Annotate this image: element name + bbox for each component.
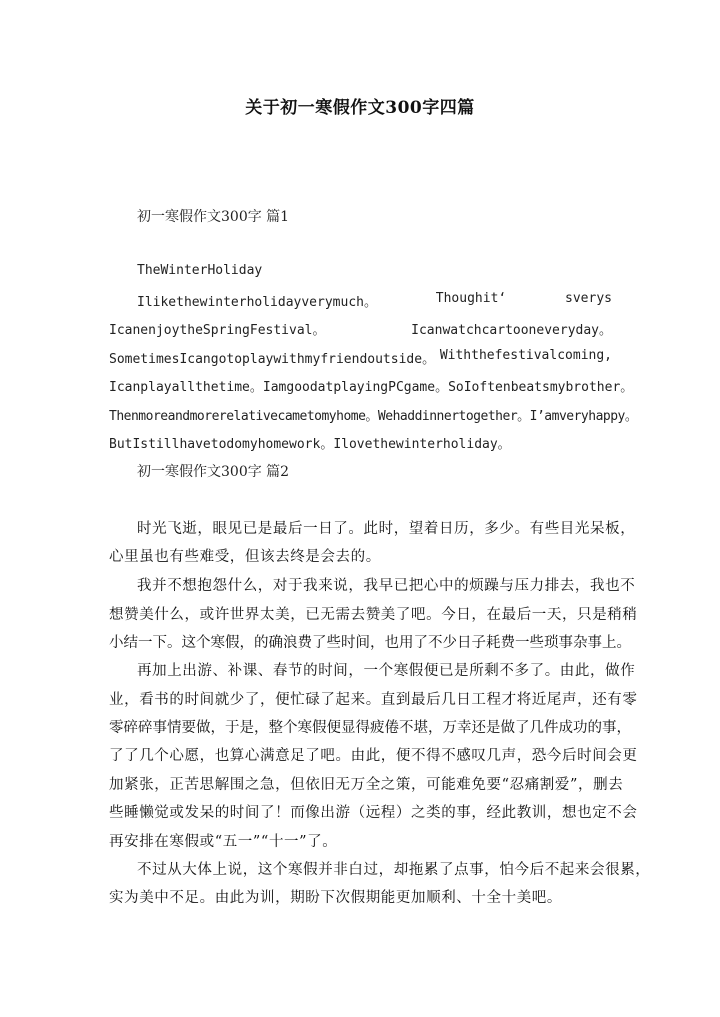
paragraph-line-14: 实为美中不足。由此为训，期盼下次假期能更加顺利、十全十美吧。 [109, 890, 562, 906]
paragraph-line-1: 时光飞逝，眼见已是最后一日了。此时，望着日历，多少。有些目光呆板， [137, 521, 636, 537]
essay-title: TheWinterHoliday [137, 263, 263, 278]
essay-line-4 [109, 376, 634, 395]
paragraph-line-13: 不过从大体上说，这个寒假并非白过，却拖累了点事，怕今后不起来会很累， [137, 862, 651, 878]
paragraph-line-7: 业，看书的时间就少了，便忙碌了起来。直到最后几日工程才将近尾声，还有零 [109, 692, 638, 708]
document-title: 关于初一寒假作文300字四篇 [245, 98, 475, 118]
paragraph-line-3: 我并不想抱怨什么，对于我来说，我早已把心中的烦躁与压力排去，我也不 [137, 578, 636, 594]
paragraph-line-8: 零碎碎事情要做，于是，整个寒假便显得疲倦不堪，万幸还是做了几件成功的事， [109, 720, 631, 736]
essay-line-3-part-2: Withthefestivalcoming, [439, 348, 612, 363]
essay-line-5: Thenmoreandmorerelativecametomyhome。Wehaddinnertogether。I’amveryhappy。 [109, 409, 638, 424]
essay-line-3-part-1: SometimesIcangotoplaywithmyfriendoutside。 [109, 352, 436, 367]
essay-line-6: ButIstillhavetodomyhomework。Ilovethewinterholiday。 [109, 437, 511, 452]
paragraph-line-11: 些睡懒觉或发呆的时间了！而像出游（远程）之类的事，经此教训，想也定不会 [109, 805, 638, 821]
essay-line-1-part-2: Thoughit‘ [435, 291, 507, 306]
essay-line-1 [137, 291, 612, 310]
essay-line-4-part-2: IamgoodatplayingPCgame。 [262, 380, 449, 395]
essay-line-1-part-1: Ilikethewinterholidayverymuch。 [137, 295, 377, 310]
paragraph-line-9: 了了几个心愿，也算心满意足了吧。由此，便不得不感叹几声，恐今后时间会更 [109, 748, 638, 764]
paragraph-line-4: 想赞美什么，或许世界太美，已无需去赞美了吧。今日，在最后一天，只是稍稍 [109, 607, 638, 623]
essay-line-2-part-2: Icanwatchcartooneveryday。 [411, 323, 612, 338]
paragraph-line-10: 加紧张，正苦思解围之急，但依旧无万全之策，可能难免要“忍痛割爱”，删去 [109, 777, 624, 793]
paragraph-line-6: 再加上出游、补课、春节的时间，一个寒假便已是所剩不多了。由此，做作 [137, 663, 636, 679]
section-2-heading: 初一寒假作文300字 篇2 [137, 464, 290, 480]
essay-line-3 [109, 348, 612, 367]
section-1-heading: 初一寒假作文300字 篇1 [137, 209, 290, 225]
essay-line-2-part-1: IcanenjoytheSpringFestival。 [109, 323, 326, 338]
essay-line-1-part-3: sverys [565, 291, 612, 306]
essay-line-4-part-3: SoIoftenbeatsmybrother。 [448, 380, 634, 395]
paragraph-line-2: 心里虽也有些难受，但该去终是会去的。 [109, 549, 381, 565]
essay-line-4-part-1: Icanplayallthetime。 [109, 380, 263, 395]
essay-line-2 [109, 319, 612, 338]
paragraph-line-5: 小结一下。这个寒假，的确浪费了些时间，也用了不少日子耗费一些琐事杂事上。 [109, 635, 631, 651]
paragraph-line-12: 再安排在寒假或“五一”“十一”了。 [109, 834, 338, 850]
